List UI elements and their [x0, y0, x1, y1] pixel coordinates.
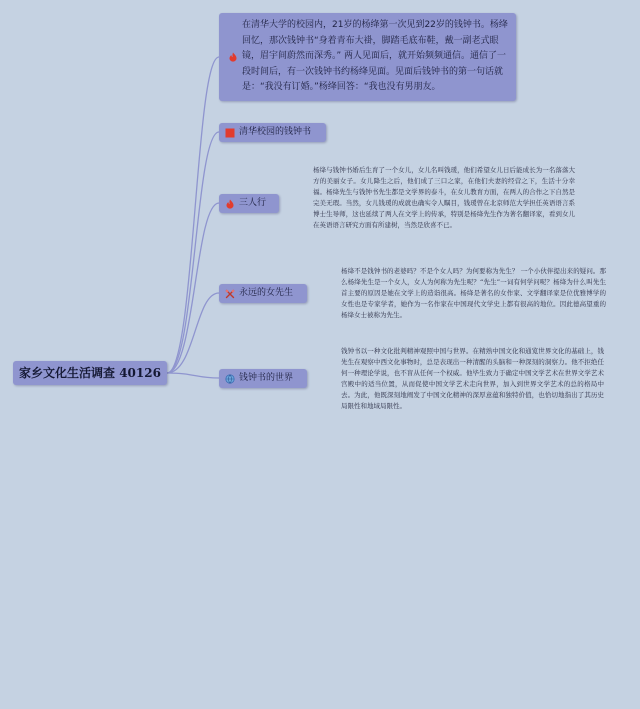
root-topic-label: 家乡文化生活调查 40126 [19, 365, 161, 380]
red-square-icon [225, 128, 235, 138]
fire-icon [228, 52, 238, 62]
branch-tsinghua-label: 清华校园的钱钟书 [239, 127, 312, 137]
connector-branch-1 [167, 132, 219, 373]
paragraph-world: 钱钟书以一种文化批判精神观照中国与世界。在精熟中国文化和通览世界文化的基础上，钱先生在观察中西文化事物时，总是表现出一种清醒的头脑和一种深刻的洞察力。他不拒绝任何一种理论学说，也不盲从任何一个权威。他毕生致力于确定中国文学艺术在世界文学艺术宫殿中的适当位置，从而促使中国文学艺术走向世界，加入到世界文学艺术的总的格局中去。为此，他既深刻地阐发了中国文化精神的深厚意蕴和独特价值，也恰切地指出了其历史局限性和地域局限性。 [341, 347, 604, 410]
connector-top-note [167, 57, 219, 373]
branch-world[interactable] [219, 369, 307, 388]
branch-teacher[interactable] [219, 284, 307, 303]
connector-branch-2 [167, 203, 219, 373]
paragraph-teacher: 杨绛不是钱钟书的老婆吗？不是个女人吗？为何要称为先生？ 一个小伙伴提出来的疑问。那么杨绛先生是一个女人，女人为何称为先生呢？“先生”一词有何学问呢？杨绛为什么叫先生首主要的原因是她在文学上的造诣很高。杨绛是著名的女作家、文学翻译家是位优雅博学的女性也是专家学者，她作为一名作家在中国现代文学史上都有很高的地位。因此德高望重的杨绛女士被称为先生。 [341, 267, 606, 319]
fire-icon [225, 199, 235, 209]
connector-branch-3 [167, 293, 219, 373]
paragraph-three: 杨绛与钱钟书婚后生育了一个女儿，女儿名叫钱瑗，他们希望女儿日后能成长为一名落落大方的美丽女子。女儿降生之后，他们成了三口之家，在他们夫妻的经营之下，生活十分幸福。杨绛先生与钱钟书先生都是文学界的泰斗，在女儿教育方面，在两人的合作之下自然是完美无瑕。当然，女儿钱瑗的成就也确实令人瞩目，钱瑗曾在北京师范大学担任英语语言系博士生导师，这也延续了两人在文学上的传承，特别是杨绛先生作为著名翻译家，看到女儿在英语语言研究方面有所建树，当然是欣喜不已。 [313, 166, 575, 229]
tools-icon [225, 289, 235, 299]
branch-world-label: 钱钟书的世界 [239, 373, 294, 383]
branch-teacher-label: 永远的女先生 [239, 288, 294, 298]
branch-three[interactable] [219, 194, 279, 213]
connector-branch-4 [167, 373, 219, 378]
top-note-text: 在清华大学的校园内，21岁的杨绛第一次见到22岁的钱钟书。杨绛回忆，那次钱钟书“身着青布大褂，脚踏毛底布鞋，戴一副老式眼镜，眉宇间蔚然而深秀。” 两人见面后，就开始频频通信。通信了一段时间后，有一次钱钟书约杨绛见面。见面后钱钟书的第一句话就是：“我没有订婚。”杨绛回答：“我也没有男朋友。 [242, 20, 508, 93]
root-topic[interactable] [13, 361, 167, 385]
branch-three-label: 三人行 [239, 198, 267, 208]
branch-tsinghua[interactable] [219, 123, 326, 142]
globe-icon [225, 374, 235, 384]
top-note-node[interactable] [219, 13, 516, 101]
